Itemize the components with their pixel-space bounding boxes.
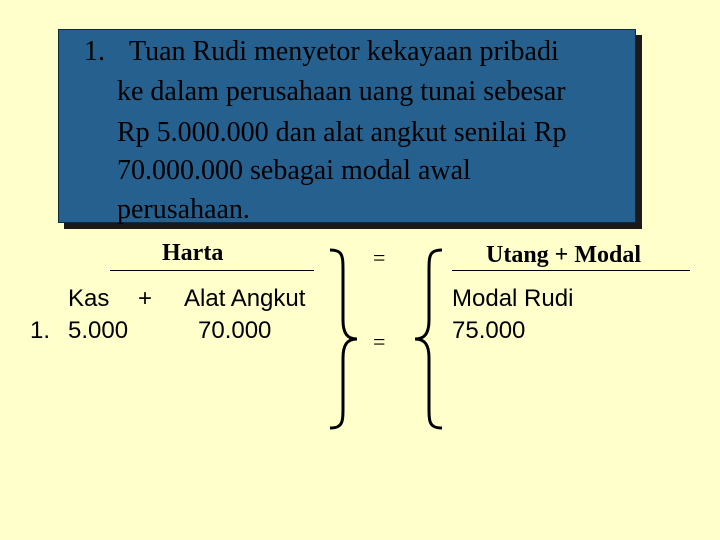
- problem-line-3: Rp 5.000.000 dan alat angkut senilai Rp: [117, 117, 567, 148]
- closing-brace-icon: [326, 248, 360, 430]
- modal-rudi-label: Modal Rudi: [452, 285, 574, 312]
- problem-line-5: perusahaan.: [117, 194, 250, 225]
- alat-angkut-label: Alat Angkut: [184, 285, 306, 312]
- alat-angkut-value: 70.000: [198, 317, 272, 344]
- modal-rudi-value: 75.000: [452, 317, 526, 344]
- utang-modal-header: Utang + Modal: [486, 242, 642, 268]
- row-number: 1.: [30, 317, 51, 344]
- harta-underline: [110, 270, 314, 271]
- plus-sign: +: [138, 285, 153, 312]
- utang-modal-underline: [452, 270, 690, 271]
- opening-brace-icon: [410, 248, 446, 430]
- problem-line-4: 70.000.000 sebagai modal awal: [117, 155, 471, 186]
- kas-value: 5.000: [68, 317, 129, 344]
- harta-header: Harta: [162, 240, 224, 266]
- kas-label: Kas: [68, 285, 110, 312]
- problem-line-2: ke dalam perusahaan uang tunai sebesar: [117, 76, 566, 107]
- problem-number: 1.: [84, 36, 105, 67]
- equals-sign-bottom: =: [373, 329, 386, 354]
- equals-sign-top: =: [373, 245, 386, 270]
- problem-line-1: Tuan Rudi menyetor kekayaan pribadi: [129, 36, 559, 67]
